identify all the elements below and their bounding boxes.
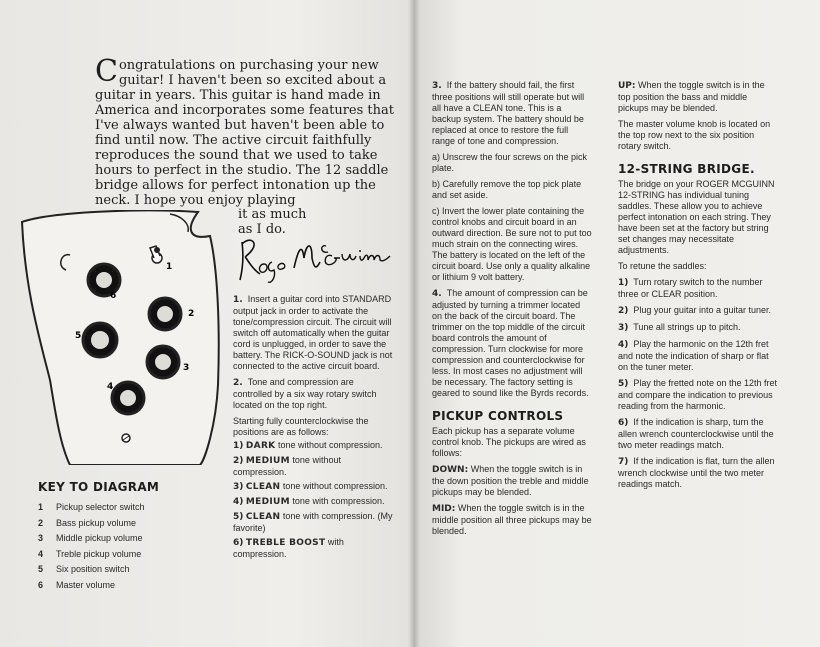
bridge-step: 1) Turn rotary switch to the number three or CLEAR position. bbox=[618, 277, 763, 299]
diagram-label-4: 4 bbox=[107, 382, 114, 392]
knob-six-position bbox=[83, 323, 117, 357]
step-4: 4. The amount of compression can be adjusted by turning a trimmer located on the back of the circuit board. The trimmer on the top middle of the circuit board controls the amount of compression. Turn clockwise for more compression and counterclockwise for less. In most cases no adjustment will be necessary. The factory setting is geared to sound like the Byrds records. bbox=[432, 288, 589, 398]
pickup-mid: MID: When the toggle switch is in the middle position all three pickups may be blended. bbox=[432, 503, 592, 536]
bridge-title: 12-STRING BRIDGE. bbox=[618, 162, 755, 176]
key-item: 2 Bass pickup volume bbox=[38, 517, 137, 528]
diagram-label-3: 3 bbox=[183, 363, 190, 373]
pickup-controls-title: PICKUP CONTROLS bbox=[432, 409, 564, 423]
position-item: 4) MEDIUM tone with compression. bbox=[233, 496, 385, 507]
step-1: 1. Insert a guitar cord into STANDARD output jack in order to activate the tone/compression circuit. The circuit will switch off automatically when the guitar cord is unplugged, in order to save the battery. The RICK-O-SOUND jack is not connected to the active circuit board. bbox=[233, 294, 393, 371]
instructions-battery bbox=[432, 80, 592, 542]
position-item: 3) CLEAN tone without compression. bbox=[233, 481, 388, 492]
position-item: 1) DARK tone without compression. bbox=[233, 440, 383, 451]
key-item: 3 Middle pickup volume bbox=[38, 533, 143, 543]
step-2: 2. Tone and compression are controlled by a six way rotary switch located on the top right. bbox=[233, 377, 377, 410]
intro-text: ongratulations on purchasing your new guitar! I haven't been so excited about a guitar in years. This guitar is hand made in America and incorporates some features that I've always wanted but haven't been able to find until now. The active circuit faithfully reproduces the sound that we used to take hours to perfect in the studio. The 12 saddle bridge allows for perfect intonation up the neck. I hope you enjoy playing bbox=[95, 58, 394, 208]
bridge-step: 4) Play the harmonic on the 12th fret and note the indication of sharp or flat on the tuner meter. bbox=[618, 339, 769, 372]
position-item: 2) MEDIUM tone without compression. bbox=[233, 455, 341, 477]
bridge-intro: The bridge on your ROGER MCGUINN 12-STRING has individual tuning saddles. These allow you to achieve perfect intonation on each string. They have been set at the factory but string set changes may necessitate adjustments. bbox=[618, 179, 775, 255]
key-item: 4 Treble pickup volume bbox=[38, 548, 142, 559]
intro-tail-line2: as I do. bbox=[238, 222, 286, 237]
diagram-label-6: 6 bbox=[110, 291, 117, 301]
roger-mcguinn-signature bbox=[236, 228, 406, 288]
knob-middle-volume bbox=[147, 346, 179, 378]
instructions-left bbox=[233, 294, 393, 563]
battery-step-b: b) Carefully remove the top pick plate and set aside. bbox=[432, 179, 582, 200]
key-list bbox=[38, 500, 218, 593]
pickup-down: DOWN: When the toggle switch is in the down position the treble and middle pickups may be blended. bbox=[432, 464, 589, 497]
position-list bbox=[233, 440, 393, 560]
knob-treble-volume bbox=[112, 382, 144, 414]
diagram-label-1: 1 bbox=[166, 262, 173, 272]
pickup-up: UP: When the toggle switch is in the top position the bass and middle pickups may be blended. bbox=[618, 80, 765, 113]
key-item: 1 Pickup selector switch bbox=[38, 502, 145, 512]
intro-dropcap: C bbox=[95, 54, 118, 89]
bridge-lead: To retune the saddles: bbox=[618, 261, 707, 271]
bridge-step: 5) Play the fretted note on the 12th fret and compare the indication to previous reading from the harmonic. bbox=[618, 378, 778, 411]
key-item: 6 Master volume bbox=[38, 579, 116, 590]
bridge-step: 3) Tune all strings up to pitch. bbox=[618, 322, 741, 333]
screw-icon bbox=[122, 434, 130, 442]
diagram-label-2: 2 bbox=[188, 309, 195, 319]
bridge-step: 7) If the indication is flat, turn the allen wrench clockwise until the two meter readings match. bbox=[618, 456, 775, 489]
position-item: 5) CLEAN tone with compression. (My favorite) bbox=[233, 511, 393, 533]
page-gutter bbox=[408, 0, 420, 647]
battery-step-c: c) Invert the lower plate containing the control knobs and circuit board in an outward direction. Be sure not to put too much strain on the connecting wires. The battery is located on the left of the circuit board. Use only a quality alkaline or lithium 9 volt battery. bbox=[432, 206, 592, 282]
key-item: 5 Six position switch bbox=[38, 564, 130, 574]
pickup-controls-intro: Each pickup has a separate volume control knob. The pickups are wired as follows: bbox=[432, 426, 586, 458]
step-3: 3. If the battery should fail, the first three positions will still operate but will all have a CLEAN tone. This is a backup system. The battery should be replaced at once to restore the full range of tone and compression. bbox=[432, 80, 585, 146]
battery-step-a: a) Unscrew the four screws on the pick plate. bbox=[432, 152, 588, 173]
bridge-step: 6) If the indication is sharp, turn the allen wrench counterclockwise until the two meter readings match. bbox=[618, 417, 774, 450]
diagram-label-5: 5 bbox=[75, 331, 82, 341]
position-item: 6) TREBLE BOOST with compression. bbox=[233, 537, 344, 559]
key-title: KEY TO DIAGRAM bbox=[38, 480, 160, 494]
intro-tail-line1: it as much bbox=[238, 207, 307, 222]
positions-intro: Starting fully counterclockwise the positions are as follows: bbox=[233, 416, 369, 437]
control-diagram bbox=[20, 210, 235, 465]
key-to-diagram bbox=[38, 480, 218, 593]
intro-letter bbox=[95, 54, 405, 208]
bridge-step: 2) Plug your guitar into a guitar tuner. bbox=[618, 305, 771, 316]
instructions-bridge bbox=[618, 80, 778, 495]
knob-bass-volume bbox=[149, 298, 181, 330]
master-volume-note: The master volume knob is located on the top row next to the six position rotary switch. bbox=[618, 119, 771, 151]
